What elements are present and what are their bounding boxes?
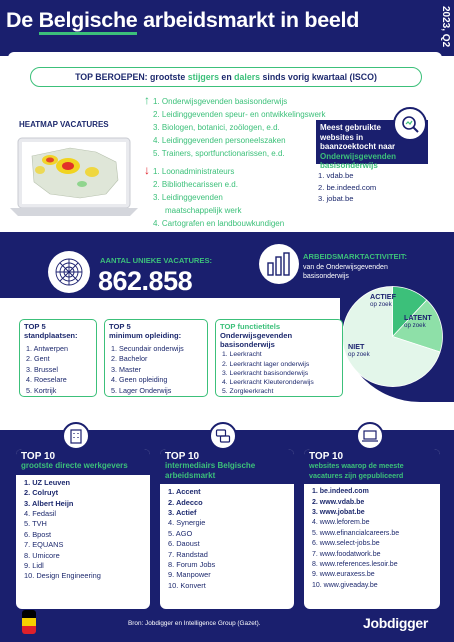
list-item: 10. Design Engineering [24,571,101,581]
page-title: De Belgische arbeidsmarkt in beeld [6,8,359,33]
list-item: 5. Lager Onderwijs [111,385,172,395]
list-item: 2. Gent [26,354,50,364]
list-item: 10. Konvert [168,580,206,590]
list-item: 2. Leerkracht lager onderwijs [222,360,310,368]
list-item: 1. Antwerpen [26,343,68,353]
pie-label-latent: LATENT op zoek [404,313,432,329]
intermediairs-list [160,484,294,591]
arrow-up-icon: ↑ [144,93,150,107]
list-item: 2. Leidinggevenden speur- en ontwikkelingswerk [153,110,326,120]
heatmap-laptop-image [10,136,138,220]
list-item: 1. Onderwijsgevenden basisonderwijs [153,97,288,106]
list-item: 2. Adecco [168,497,203,507]
list-item: 10. www.giveaday.be [312,581,378,589]
standplaatsen-title: TOP 5 standplaatsen: [24,322,78,340]
top-beroepen-banner: TOP BEROEPEN: grootste stijgers en dalers sinds vorig kwartaal (ISCO) [30,67,422,87]
functietitels-card [215,319,343,397]
list-item: 7. Randstad [168,549,208,559]
list-item: 1. vdab.be [318,171,354,180]
websites-header: Meest gebruikte websites in baanzoektocht naar Onderwijsgevenden basisonderwijs [316,120,428,164]
list-item: 3. Actief [168,508,197,518]
building-icon [62,422,90,450]
list-item: 9. www.euraxess.be [312,571,375,579]
intermediairs-title: TOP 10 intermediairs Belgische arbeidsmarkt [160,449,294,484]
functietitels-title: TOP functietitels Onderwijsgevenden basisonderwijs [220,322,293,349]
stijgers-list [153,95,326,160]
laptop-icon [356,422,384,450]
search-icon [393,107,427,141]
standplaatsen-list [20,341,96,397]
list-item: 6. www.select-jobs.be [312,540,380,548]
source-note: Bron: Jobdigger en Intelligence Group (Gazet). [128,620,261,627]
list-item: 3. Master [111,364,141,374]
pie-label-actief: ACTIEF op zoek [370,292,396,308]
list-item: 4. Fedasil [24,509,57,519]
list-item: 4. www.leforem.be [312,519,370,527]
list-item: 4. Cartografen en landbouwkundigen [153,219,285,229]
list-item: 3. Brussel [26,364,58,374]
heatmap-label: HEATMAP VACATURES [19,120,109,129]
intermediairs-card [160,449,294,609]
list-item: 5. Zorgleerkracht [222,388,274,396]
list-item: 3. Biologen, botanici, zoölogen, e.d. [153,123,280,133]
list-item: 2. Bachelor [111,354,148,364]
belgian-flag-icon [22,610,36,634]
date-label: 2023, Q2 [440,6,451,48]
jobdigger-logo: Jobdigger [363,615,428,631]
list-item: 2. Colruyt [24,488,59,498]
unique-vacatures-label: AANTAL UNIEKE VACATURES: [100,256,213,265]
list-item: 1. be.indeed.com [312,488,369,496]
pie-label-niet: NIET op zoek [348,342,370,358]
list-item: 5. www.efinancialcareers.be [312,529,400,537]
list-item: 4. Leidinggevenden personeelszaken [153,136,286,146]
list-item: 5. Trainers, sportfunctionarissen, e.d. [153,149,285,159]
list-item: 3. Albert Heijn [24,498,74,508]
list-item: 3. www.jobat.be [312,509,365,517]
list-item: 8. Umicore [24,550,60,560]
list-item: 2. be.indeed.com [318,182,377,192]
list-item: 2. www.vdab.be [312,498,365,506]
websites-top10-card [304,449,440,609]
list-item: 6. Bpost [24,529,52,539]
list-item: 4. Geen opleiding [111,375,168,385]
list-item: 1. Loonadministrateurs [153,167,235,176]
list-item: 7. EQUANS [24,540,64,550]
list-item: 1. Leerkracht [222,351,262,359]
werkgevers-card [16,449,150,609]
functietitels-list [216,349,342,396]
spiderweb-icon [48,251,90,293]
list-item: 8. Forum Jobs [168,560,216,570]
websites-top10-title: TOP 10 websites waarop de meeste vacatures zijn gepubliceerd [304,449,440,484]
opleiding-list [105,341,207,397]
list-item: 3. Leerkracht basisonderwijs [222,369,309,377]
opleiding-title: TOP 5 minimum opleiding: [109,322,182,340]
list-item: 2. Bibliothecarissen e.d. [153,180,238,190]
opleiding-card [104,319,208,397]
list-item: maatschappelijk werk [165,206,242,216]
list-item: 5. TVH [24,519,47,529]
websites-list [318,170,376,205]
list-item: 5. AGO [168,528,193,538]
arrow-down-icon: ↓ [144,163,150,177]
list-item: 9. Manpower [168,570,211,580]
werkgevers-list [16,475,150,582]
bar-chart-icon [259,244,299,284]
list-item: 4. Roeselare [26,375,67,385]
list-item: 1. Accent [168,487,201,497]
websites-top10-list [304,484,440,591]
chat-bubbles-icon [209,422,237,450]
unique-vacatures-value: 862.858 [98,266,193,296]
list-item: 3. jobat.be [318,194,354,203]
list-item: 4. Leerkracht Kleuteronderwijs [222,379,314,386]
standplaatsen-card [19,319,97,397]
list-item: 4. Synergie [168,518,206,528]
list-item: 1. UZ Leuven [24,477,70,487]
arbeidsmarkt-subtitle: van de Onderwijsgevenden basisonderwijs [303,264,388,280]
list-item: 9. Lidl [24,561,44,571]
arbeidsmarkt-title: ARBEIDSMARKTACTIVITEIT: [303,252,408,261]
list-item: 1. Secundair onderwijs [111,343,184,353]
list-item: 8. www.references.lesoir.be [312,561,398,569]
list-item: 6. Daoust [168,539,200,549]
list-item: 5. Kortrijk [26,385,57,395]
list-item: 3. Leidinggevenden [153,193,223,203]
list-item: 7. www.foodatwork.be [312,550,381,558]
werkgevers-title: TOP 10 grootste directe werkgevers [16,449,150,475]
